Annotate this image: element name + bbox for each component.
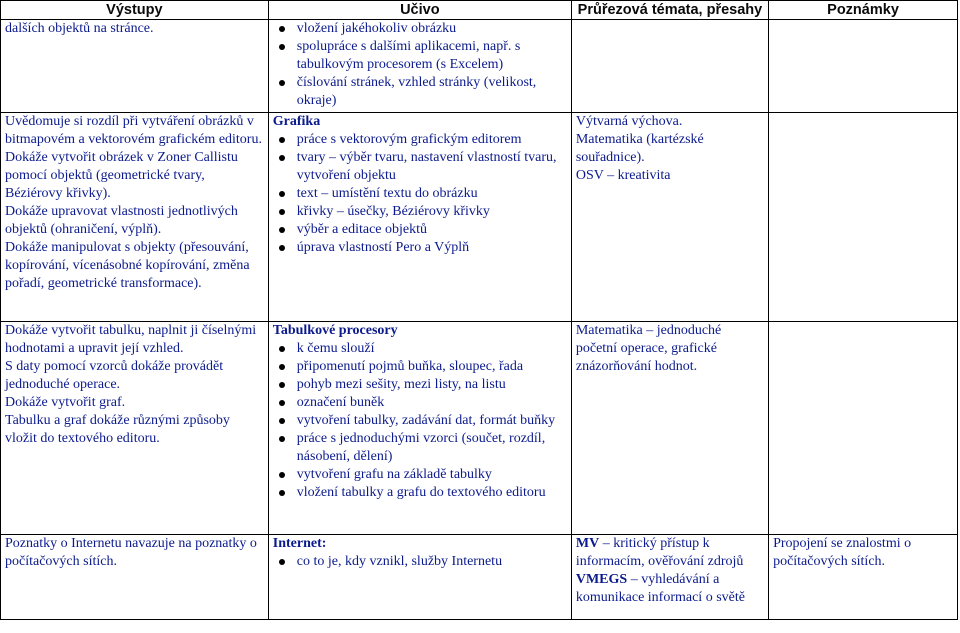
crosscut-text: Matematika – jednoduché početní operace, grafické znázorňování hodnot. bbox=[575, 323, 722, 374]
list-item: křivky – úsečky, Béziérovy křivky bbox=[297, 203, 567, 221]
outcome-text: Uvědomuje si rozdíl při vytváření obrázků v bitmapovém a vektorovém grafickém editoru. bbox=[5, 114, 262, 147]
content-list bbox=[273, 553, 567, 571]
header-notes: Poznámky bbox=[769, 1, 958, 20]
content-cell bbox=[268, 20, 571, 113]
outcome-text: Dokáže manipulovat s objekty (přesouvání, kopírování, vícenásobné kopírování, změna pořadí, geometrické transformace). bbox=[5, 240, 250, 291]
list-item: vytvoření grafu na základě tabulky bbox=[297, 466, 567, 484]
list-item: spolupráce s dalšími aplikacemi, např. s tabulkovým procesorem (s Excelem) bbox=[297, 38, 567, 74]
header-outcomes: Výstupy bbox=[1, 1, 269, 20]
crosscut-cell bbox=[571, 322, 768, 535]
content-title: Internet: bbox=[272, 536, 327, 551]
header-content: Učivo bbox=[268, 1, 571, 20]
list-item: práce s jednoduchými vzorci (součet, rozdíl, násobení, dělení) bbox=[297, 430, 567, 466]
crosscut-text: Matematika (kartézské souřadnice). bbox=[575, 132, 704, 165]
crosscut-cell bbox=[571, 20, 768, 113]
table-row bbox=[1, 322, 958, 535]
outcome-text: Dokáže vytvořit graf. bbox=[5, 395, 126, 410]
list-item: číslování stránek, vzhled stránky (velikost, okraje) bbox=[297, 74, 567, 110]
outcome-text: Dokáže upravovat vlastnosti jednotlivých objektů (ohraničení, výplň). bbox=[5, 204, 238, 237]
content-cell bbox=[268, 113, 571, 322]
list-item: tvary – výběr tvaru, nastavení vlastností tvaru, vytvoření objektu bbox=[297, 149, 567, 185]
table-row bbox=[1, 535, 958, 620]
outcome-text: Dokáže vytvořit tabulku, naplnit ji číselnými hodnotami a upravit její vzhled. bbox=[5, 323, 257, 356]
header-row bbox=[1, 1, 958, 20]
outcomes-cell bbox=[1, 535, 269, 620]
notes-cell bbox=[769, 535, 958, 620]
crosscut-mv bbox=[576, 535, 764, 571]
list-item: k čemu slouží bbox=[297, 340, 567, 358]
content-title: Tabulkové procesory bbox=[272, 323, 398, 338]
crosscut-vmegs-text: – vyhledávání a komunikace informací o světě bbox=[575, 572, 745, 605]
list-item: výběr a editace objektů bbox=[297, 221, 567, 239]
list-item: text – umístění textu do obrázku bbox=[297, 185, 567, 203]
notes-text: Propojení se znalostmi o počítačových sítích. bbox=[773, 536, 912, 569]
list-item: práce s vektorovým grafickým editorem bbox=[297, 131, 567, 149]
outcome-text: dalších objektů na stránce. bbox=[5, 21, 154, 36]
crosscut-mv-label: MV bbox=[575, 536, 600, 551]
content-cell bbox=[268, 535, 571, 620]
list-item: vložení jakéhokoliv obrázku bbox=[297, 20, 567, 38]
list-item: vložení tabulky a grafu do textového editoru bbox=[297, 484, 567, 502]
list-item: co to je, kdy vznikl, služby Internetu bbox=[297, 553, 567, 571]
crosscut-text: OSV – kreativita bbox=[575, 168, 671, 183]
notes-cell bbox=[769, 20, 958, 113]
crosscut-vmegs-label: VMEGS bbox=[575, 572, 628, 587]
content-list bbox=[273, 20, 567, 110]
list-item: označení buněk bbox=[297, 394, 567, 412]
outcomes-cell bbox=[1, 20, 269, 113]
outcome-text: Poznatky o Internetu navazuje na poznatky o počítačových sítích. bbox=[5, 536, 257, 569]
table-row bbox=[1, 20, 958, 113]
list-item: pohyb mezi sešity, mezi listy, na listu bbox=[297, 376, 567, 394]
crosscut-mv-text: – kritický přístup k informacím, ověřování zdrojů bbox=[575, 536, 744, 569]
outcomes-cell bbox=[1, 322, 269, 535]
outcome-text: Dokáže vytvořit obrázek v Zoner Callistu pomocí objektů (geometrické tvary, Béziérovy křivky). bbox=[5, 150, 238, 201]
crosscut-cell bbox=[571, 113, 768, 322]
outcomes-cell bbox=[1, 113, 269, 322]
list-item: úprava vlastností Pero a Výplň bbox=[297, 239, 567, 257]
table-row bbox=[1, 113, 958, 322]
notes-cell bbox=[769, 322, 958, 535]
notes-cell bbox=[769, 113, 958, 322]
outcome-text: S daty pomocí vzorců dokáže provádět jednoduché operace. bbox=[5, 359, 224, 392]
content-title: Grafika bbox=[272, 114, 321, 129]
list-item: vytvoření tabulky, zadávání dat, formát buňky bbox=[297, 412, 567, 430]
content-cell bbox=[268, 322, 571, 535]
crosscut-text: Výtvarná výchova. bbox=[575, 114, 683, 129]
header-crosscut: Průřezová témata, přesahy bbox=[571, 1, 768, 20]
outcome-text: Tabulku a graf dokáže různými způsoby vložit do textového editoru. bbox=[5, 413, 230, 446]
content-list bbox=[273, 340, 567, 502]
list-item: připomenutí pojmů buňka, sloupec, řada bbox=[297, 358, 567, 376]
content-list bbox=[273, 131, 567, 257]
crosscut-cell bbox=[571, 535, 768, 620]
crosscut-vmegs bbox=[576, 571, 764, 607]
